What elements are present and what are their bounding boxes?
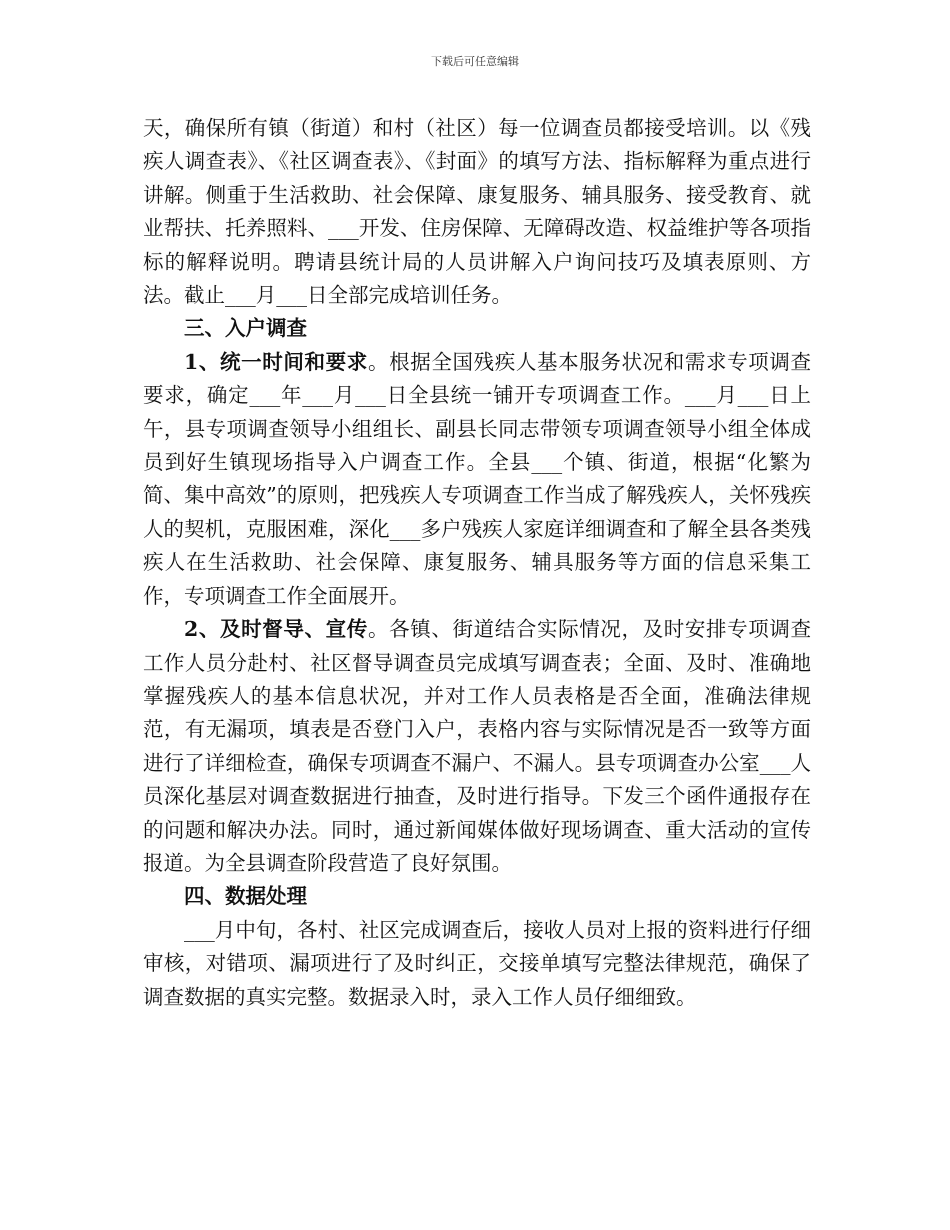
paragraph-unified-time — [143, 346, 811, 613]
section-heading-household-survey: 三、入户调查 — [184, 316, 307, 341]
paragraph-supervision — [143, 613, 811, 880]
paragraph-body-unified-time: 。根据全国残疾人基本服务状况和需求专项调查要求，确定___年___月___日全县统一铺开专项调查工作。___月___日上午，县专项调查领导小组组长、副县长同志带领专项调查领导小组全体成员到好生镇现场指导入户调查工作。全县___个镇、街道，根据“化繁为简、集中高效”的原则，把残疾人专项调查工作当成了解残疾人，关怀残疾人的契机，克服困难，深化___多户残疾人家庭详细调查和了解全县各类残疾人在生活救助、社会保障、康复服务、辅具服务等方面的信息采集工作，专项调查工作全面展开。 — [143, 349, 812, 608]
document-body — [143, 112, 811, 1014]
paragraph-data-processing: ___月中旬，各村、社区完成调查后，接收人员对上报的资料进行仔细审核，对错项、漏项进行了及时纠正，交接单填写完整法律规范，确保了调查数据的真实完整。数据录入时，录入工作人员仔细细致。 — [143, 917, 811, 1009]
paragraph-body-supervision: 。各镇、街道结合实际情况，及时安排专项调查工作人员分赴村、社区督导调查员完成填写调查表；全面、及时、准确地掌握残疾人的基本信息状况，并对工作人员表格是否全面，准确法律规范，有无漏项，填表是否登门入户，表格内容与实际情况是否一致等方面进行了详细检查，确保专项调查不漏户、不漏人。县专项调查办公室___人员深化基层对调查数据进行抽查，及时进行指导。下发三个函件通报存在的问题和解决办法。同时，通过新闻媒体做好现场调查、重大活动的宣传报道。为全县调查阶段营造了良好氛围。 — [143, 617, 812, 875]
section-heading-data-processing: 四、数据处理 — [184, 884, 307, 909]
paragraph-training: 天，确保所有镇（街道）和村（社区）每一位调查员都接受培训。以《残疾人调查表》、《社区调查表》、《封面》的填写方法、指标解释为重点进行讲解。侧重于生活救助、社会保障、康复服务、辅具服务、接受教育、就业帮扶、托养照料、___开发、住房保障、无障碍改造、权益维护等各项指标的解释说明。聘请县统计局的人员讲解入户询问技巧及填表原则、方法。截止___月___日全部完成培训任务。 — [143, 116, 811, 308]
paragraph-lead-supervision: 2、及时督导、宣传 — [184, 617, 368, 642]
paragraph-lead-unified-time: 1、统一时间和要求 — [184, 349, 368, 374]
page-header: 下载后可任意编辑 — [431, 55, 519, 68]
